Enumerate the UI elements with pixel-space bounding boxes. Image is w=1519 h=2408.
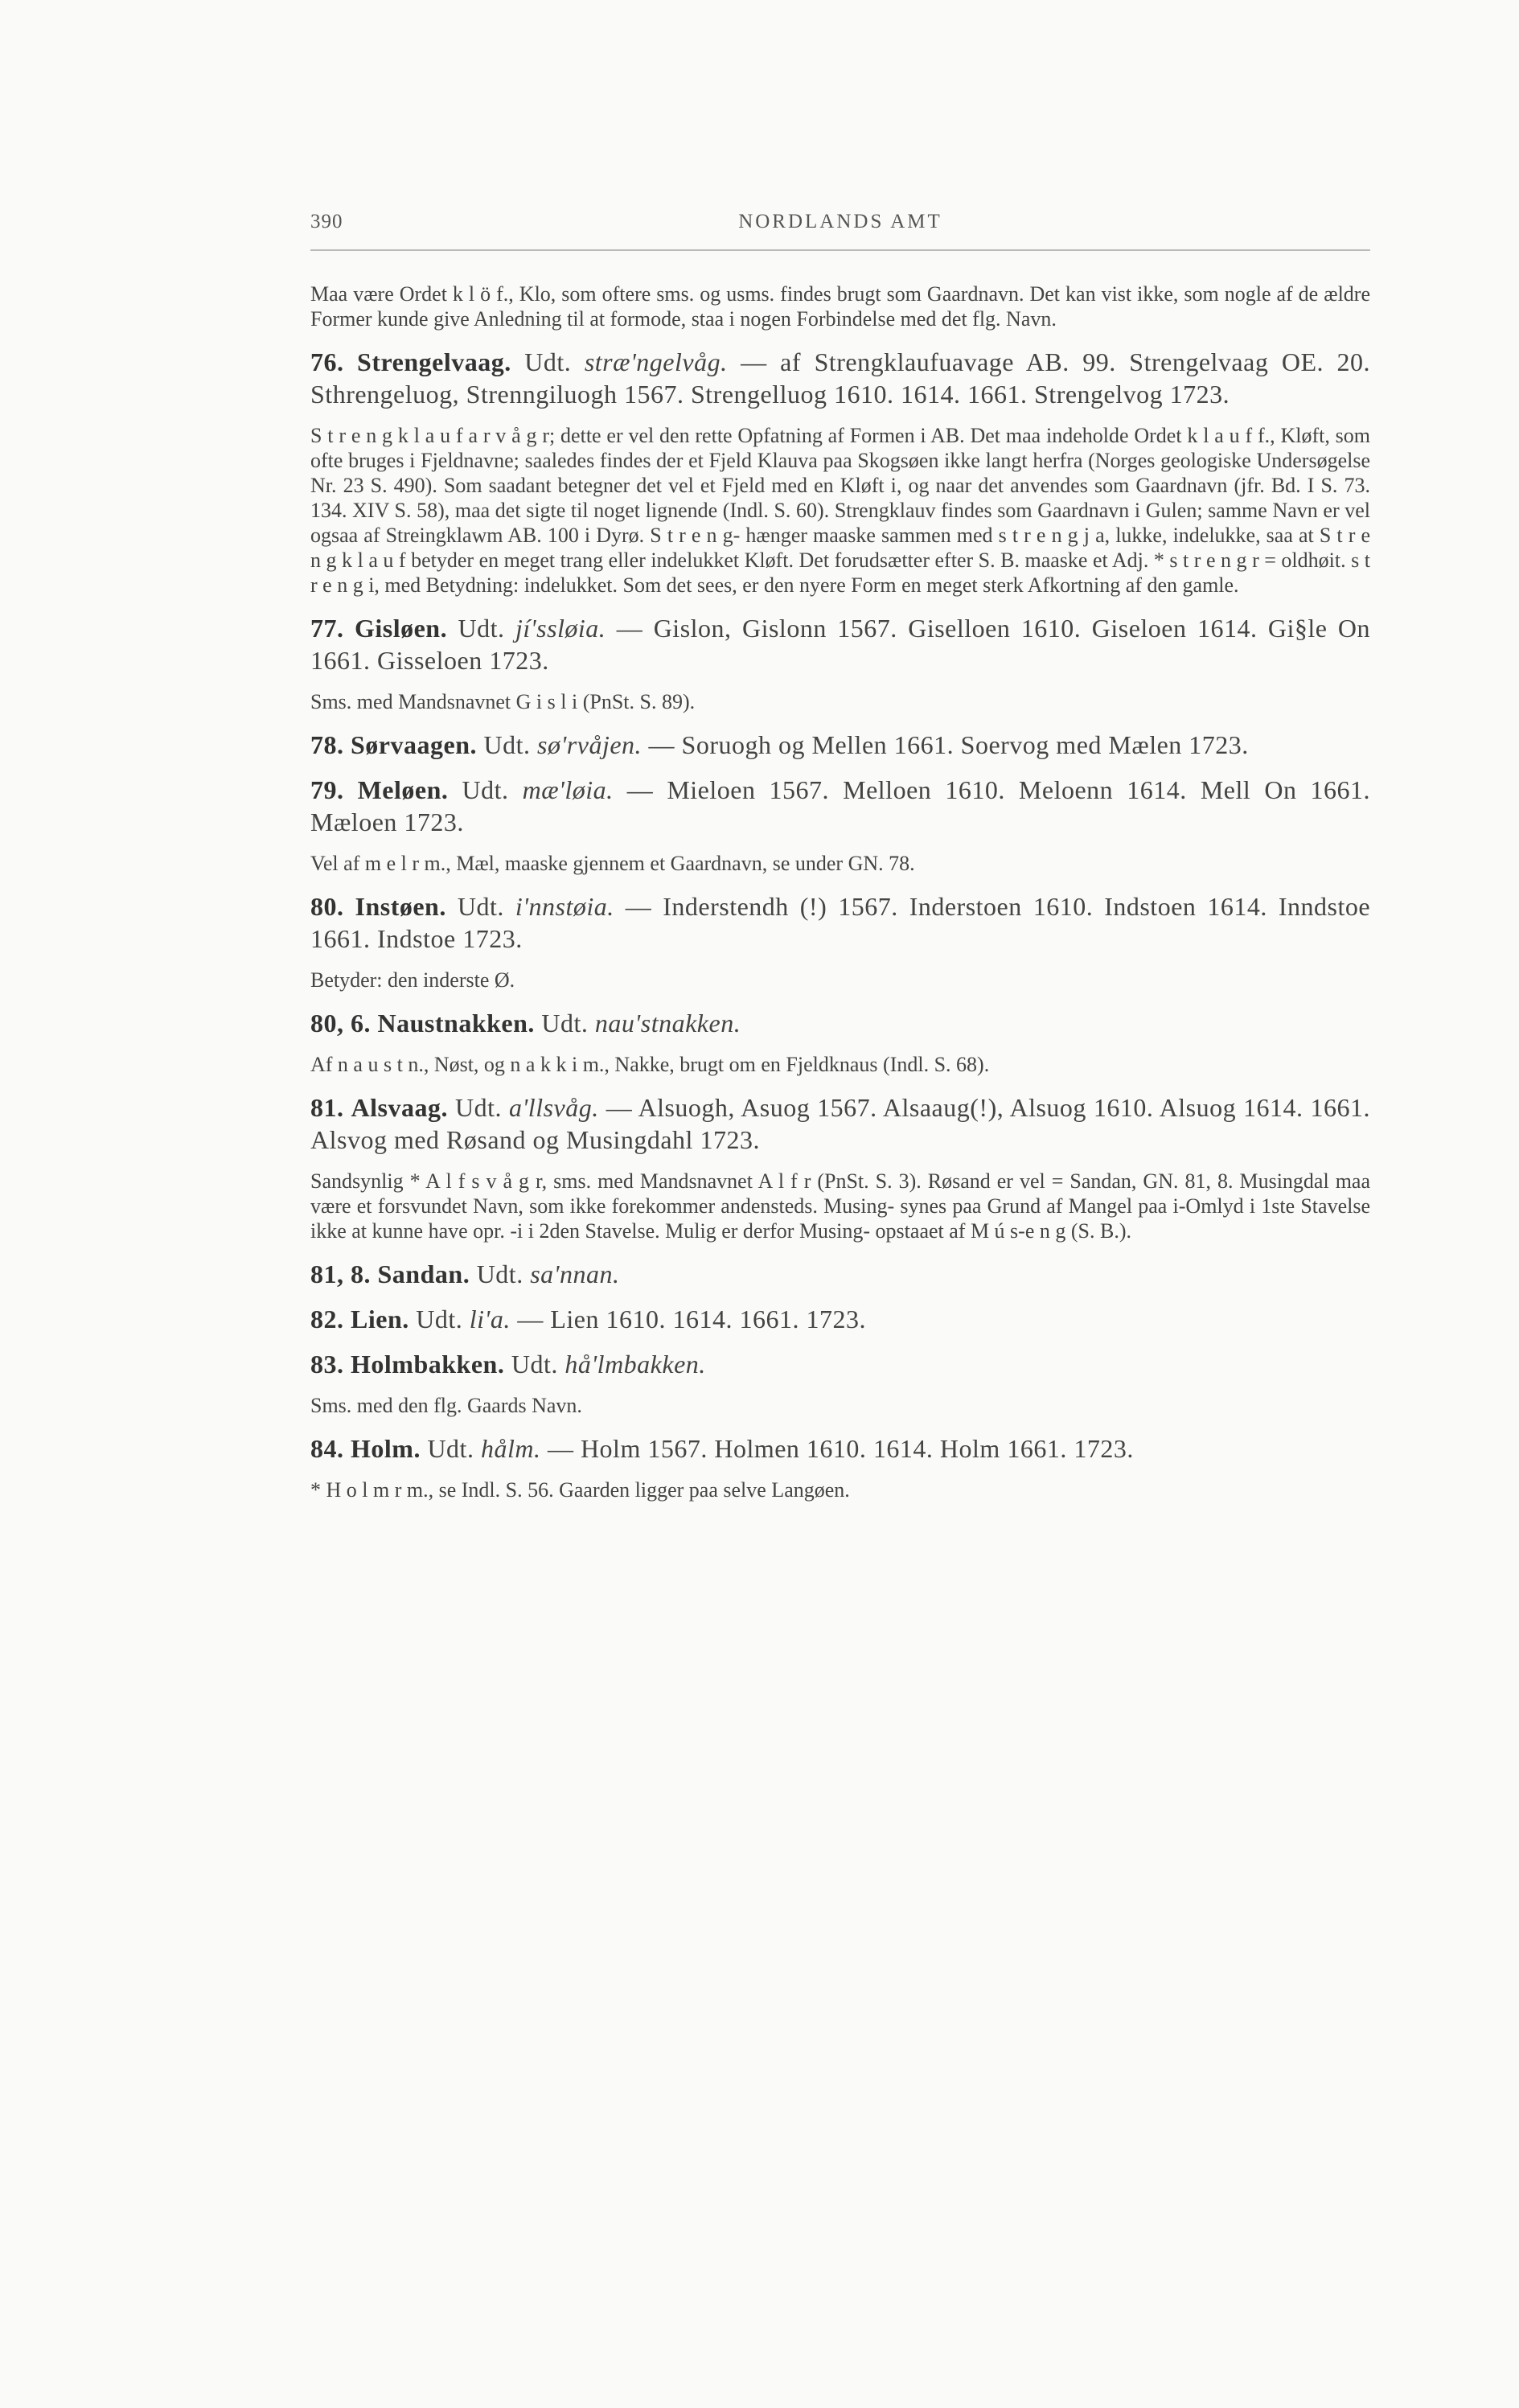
entry-pronunciation: hålm.	[480, 1434, 541, 1463]
entry-note: * H o l m r m., se Indl. S. 56. Gaarden ligger paa selve Langøen.	[310, 1478, 850, 1502]
entry-pronunciation: nau'stnakken.	[594, 1009, 741, 1038]
entry-name: Lien.	[351, 1305, 409, 1333]
page-number: 390	[310, 211, 343, 232]
entry-name: Alsvaag.	[351, 1093, 448, 1122]
entry-heading	[310, 1303, 1370, 1335]
udt-label: Udt.	[462, 775, 509, 804]
udt-label: Udt.	[457, 892, 504, 921]
entry-note: Sms. med den flg. Gaards Navn.	[310, 1394, 582, 1417]
entry-note: Vel af m e l r m., Mæl, maaske gjennem et Gaardnavn, se under GN. 78.	[310, 852, 915, 875]
udt-label: Udt.	[454, 1093, 502, 1122]
entry-note: S t r e n g k l a u f a r v å g r; dette er vel den rette Opfatning af Formen i AB. Det maa indeholde Ordet k l a u f f., Kløft, som ofte bruges i Fjeldnavne; saaledes findes der et Fjeld Klauva paa Skogsøen ikke langt herfra (Norges geologiske Undersøgelse Nr. 23 S. 490). Som saadant betegner det vel et Fjeld med en Kløft i, og naar det anvendes som Gaardnavn (jfr. Bd. I S. 73. 134. XIV S. 58), maa det sigte til noget lignende (Indl. S. 60). Strengklauv findes som Gaardnavn i Gulen; samme Navn er vel ogsaa af Streingklawm AB. 100 i Dyrø. S t r e n g- hænger maaske sammen med s t r e n g j a, lukke, indelukke, saa at S t r e n g k l a u f betyder en meget trang eller indelukket Kløft. Det forudsætter efter S. B. maaske et Adj. * s t r e n g r = oldhøit. s t r e n g i, med Betydning: indelukket. Som det sees, er den nyere Form en meget sterk Afkortning af den gamle.	[310, 424, 1370, 597]
entry-number: 82.	[310, 1305, 344, 1333]
entry-heading	[310, 1258, 1370, 1290]
entry-pronunciation: stræ'ngelvåg.	[584, 347, 728, 376]
entry-name: Holm.	[351, 1434, 421, 1463]
entry-number: 80.	[310, 892, 344, 921]
udt-label: Udt.	[524, 347, 572, 376]
entry-pronunciation: sø'rvåjen.	[537, 730, 642, 759]
udt-label: Udt.	[416, 1305, 463, 1333]
entry-forms: — Inderstendh (!) 1567. Inderstoen 1610. Indstoen 1614. Inndstoe 1661. Indstoe 1723.	[310, 892, 1371, 953]
entry-number: 76.	[310, 347, 344, 376]
entry-pronunciation: i'nnstøia.	[515, 892, 614, 921]
entry-forms: — Soruogh og Mellen 1661. Soervog med Mælen 1723.	[648, 730, 1249, 759]
entry-heading	[310, 1091, 1370, 1156]
entry-note: Betyder: den inderste Ø.	[310, 968, 515, 992]
entry-forms: — Holm 1567. Holmen 1610. 1614. Holm 1661. 1723.	[547, 1434, 1134, 1463]
entry-number: 81.	[310, 1093, 344, 1122]
page-body	[310, 281, 1370, 1517]
entry-name: Meløen.	[357, 775, 449, 804]
page-header	[310, 211, 1370, 243]
entry-note: Sandsynlig * A l f s v å g r, sms. med Mandsnavnet A l f r (PnSt. S. 3). Røsand er vel = Sandan, GN. 81, 8. Musingdal maa være et forsvundet Navn, som ikke forekommer andensteds. Musing- synes paa Grund af Mangel paa i-Omlyd i 1ste Stavelse ikke at kunne have opr. -i i 2den Stavelse. Mulig er derfor Musing- opstaaet af M ú s-e n g (S. B.).	[310, 1169, 1370, 1243]
entry-pronunciation: li'a.	[469, 1305, 511, 1333]
running-title: NORDLANDS AMT	[738, 211, 942, 232]
udt-label: Udt.	[541, 1009, 589, 1038]
entry-heading	[310, 890, 1370, 955]
entry-pronunciation: hå'lmbakken.	[564, 1350, 706, 1379]
entry-heading	[310, 1007, 1370, 1039]
entry-number: 80, 6.	[310, 1009, 371, 1038]
entry-number: 77.	[310, 614, 344, 643]
entry-forms: — Alsuogh, Asuog 1567. Alsaaug(!), Alsuog 1610. Alsuog 1614. 1661. Alsvog med Røsand og Musingdahl 1723.	[310, 1093, 1371, 1154]
entry-note: Af n a u s t n., Nøst, og n a k k i m., Nakke, brugt om en Fjeldknaus (Indl. S. 68).	[310, 1053, 990, 1076]
entry-heading	[310, 346, 1370, 410]
entry-forms: — Lien 1610. 1614. 1661. 1723.	[517, 1305, 866, 1333]
entry-number: 84.	[310, 1434, 344, 1463]
entry-heading	[310, 612, 1370, 676]
entry-number: 78.	[310, 730, 344, 759]
entry-name: Gisløen.	[354, 614, 448, 643]
udt-label: Udt.	[483, 730, 531, 759]
entry-number: 81, 8.	[310, 1259, 371, 1288]
entry-pronunciation: mæ'løia.	[522, 775, 614, 804]
udt-label: Udt.	[511, 1350, 558, 1379]
entry-forms: — af Strengklaufuavage AB. 99. Strengelvaag OE. 20. Sthrengeluog, Strenngiluogh 1567. Strengelluog 1610. 1614. 1661. Strengelvog 1723.	[310, 347, 1371, 409]
entry-name: Naustnakken.	[377, 1009, 535, 1038]
entry-number: 83.	[310, 1350, 344, 1379]
entry-heading	[310, 729, 1370, 761]
udt-label: Udt.	[458, 614, 505, 643]
udt-label: Udt.	[427, 1434, 474, 1463]
entry-note: Sms. med Mandsnavnet G i s l i (PnSt. S. 89).	[310, 690, 696, 713]
header-rule	[310, 249, 1370, 251]
entry-heading	[310, 774, 1370, 838]
entry-forms: — Mieloen 1567. Melloen 1610. Meloenn 1614. Mell On 1661. Mæloen 1723.	[310, 775, 1371, 836]
entry-name: Instøen.	[355, 892, 446, 921]
entry-pronunciation: jí'ssløia.	[515, 614, 606, 643]
entry-name: Sørvaagen.	[351, 730, 477, 759]
entry-heading	[310, 1348, 1370, 1380]
entry-name: Sandan.	[377, 1259, 470, 1288]
intro-paragraph: Maa være Ordet k l ö f., Klo, som oftere sms. og usms. findes brugt som Gaardnavn. Det kan vist ikke, som nogle af de ældre Former kunde give Anledning til at formode, staa i nogen Forbindelse med det flg. Navn.	[310, 282, 1370, 331]
entry-number: 79.	[310, 775, 344, 804]
entry-heading	[310, 1432, 1370, 1465]
entry-pronunciation: sa'nnan.	[530, 1259, 620, 1288]
entry-name: Strengelvaag.	[357, 347, 511, 376]
udt-label: Udt.	[476, 1259, 523, 1288]
entry-name: Holmbakken.	[351, 1350, 505, 1379]
entry-forms: — Gislon, Gislonn 1567. Giselloen 1610. Giseloen 1614. Gi§le On 1661. Gisseloen 1723.	[310, 614, 1371, 675]
entry-pronunciation: a'llsvåg.	[508, 1093, 599, 1122]
